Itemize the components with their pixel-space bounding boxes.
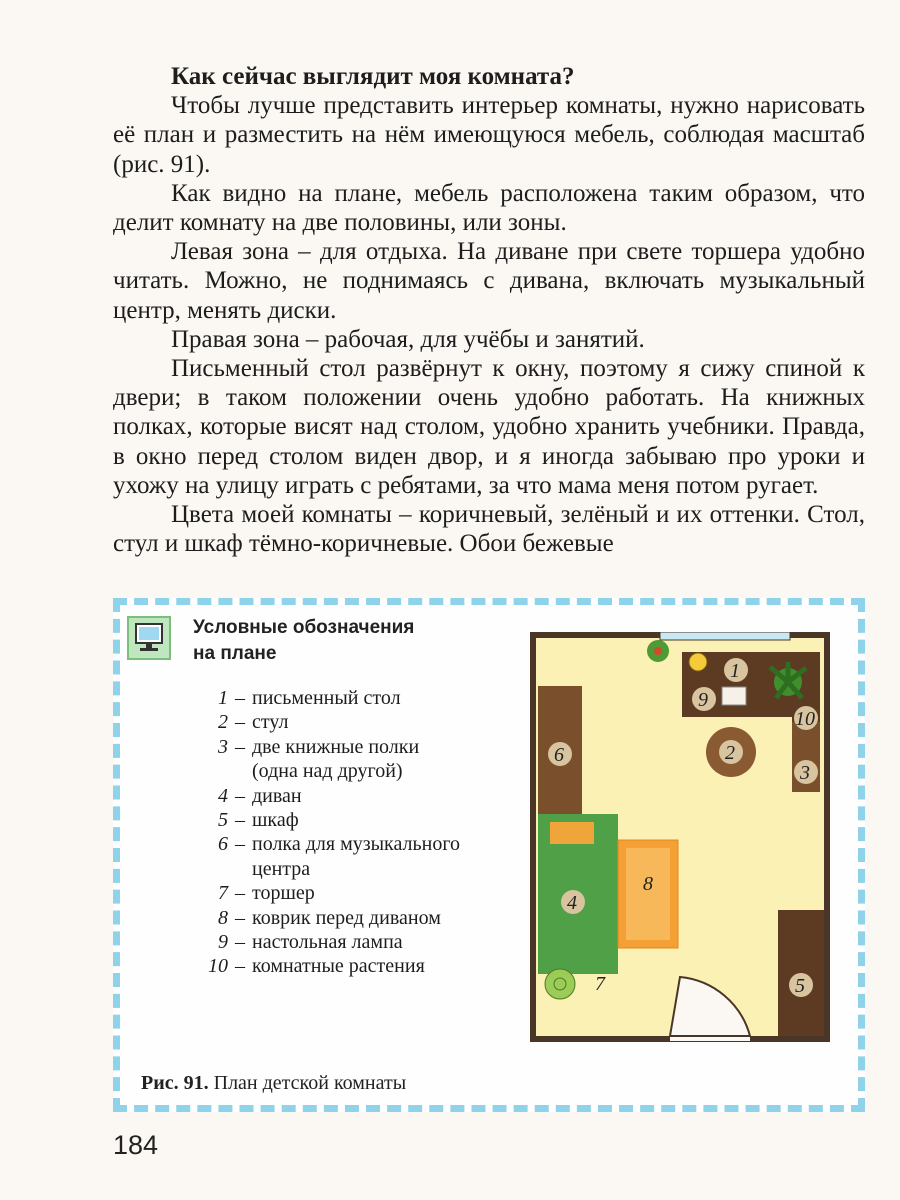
plan-label-6: 6 [554,744,564,766]
body-text [113,62,865,558]
legend-item: центра [252,857,311,880]
legend-item: 1 – письменный стол [218,687,401,709]
paragraph: Левая зона – для отдыха. На диване при свете торшера удобно читать. Можно, не поднимаясь с дивана, включать музыкальный центр, менять диски. [113,238,865,324]
figure-caption: Рис. 91. План детской комнаты [141,1072,407,1094]
floor-lamp-7 [545,969,575,999]
book-icon [722,687,746,705]
window [660,632,790,640]
paragraph: Цвета моей комнаты – коричневый, зелёный и их оттенки. Стол, стул и шкаф тёмно-коричневые. Обои бежевые [113,501,865,558]
legend-title: Условные обозначения на плане [193,617,415,664]
paragraph: Чтобы лучше представить интерьер комнаты, нужно нарисовать её план и разместить на нём имеющуюся мебель, соблюдая масштаб (рис. 91). [113,92,865,178]
legend-item: 5 – шкаф [218,809,299,832]
legend-item: 6 – полка для музыкального [218,833,461,856]
paragraph: Как видно на плане, мебель расположена таким образом, что делит комнату на две половины, или зоны. [113,179,865,237]
paragraph: Правая зона – рабочая, для учёбы и занятий. [171,325,645,353]
desk-lamp-9-icon [689,653,707,671]
legend-item: 9 – настольная лампа [218,931,403,954]
legend-item: 10 – комнатные растения [208,955,425,978]
legend-item: 7 – торшер [218,882,315,905]
sofa-cushion [550,822,594,844]
legend-item: 3 – две книжные полки [218,735,420,758]
legend-item: 8 – коврик перед диваном [218,906,441,929]
plan-label-1: 1 [730,660,740,682]
room-plan [530,632,830,1042]
computer-monitor-icon [127,616,171,660]
legend-list [170,686,515,979]
plan-label-10: 10 [795,708,815,730]
plan-label-8: 8 [643,873,653,895]
plant-window-icon [647,640,669,662]
plan-label-5: 5 [795,975,805,997]
legend-item: (одна над другой) [252,760,403,783]
plan-label-7: 7 [595,973,605,995]
plan-label-2: 2 [725,742,735,764]
plan-label-3: 3 [800,762,810,784]
legend-item: 4 – диван [218,784,302,807]
plan-label-9: 9 [698,689,708,711]
page-number: 184 [113,1130,159,1160]
plan-label-4: 4 [567,892,577,914]
section-heading: Как сейчас выглядит моя комната? [171,63,575,90]
legend-item: 2 – стул [218,711,289,734]
paragraph: Письменный стол развёрнут к окну, поэтому я сижу спиной к двери; в таком положении очень удобно работать. На книжных полках, которые висят над столом, удобно хранить учебники. Правда, в окно перед столом виден двор, и я иногда забываю про уроки и ухожу на улицу играть с ребятами, за что мама меня потом ругает. [113,355,865,499]
